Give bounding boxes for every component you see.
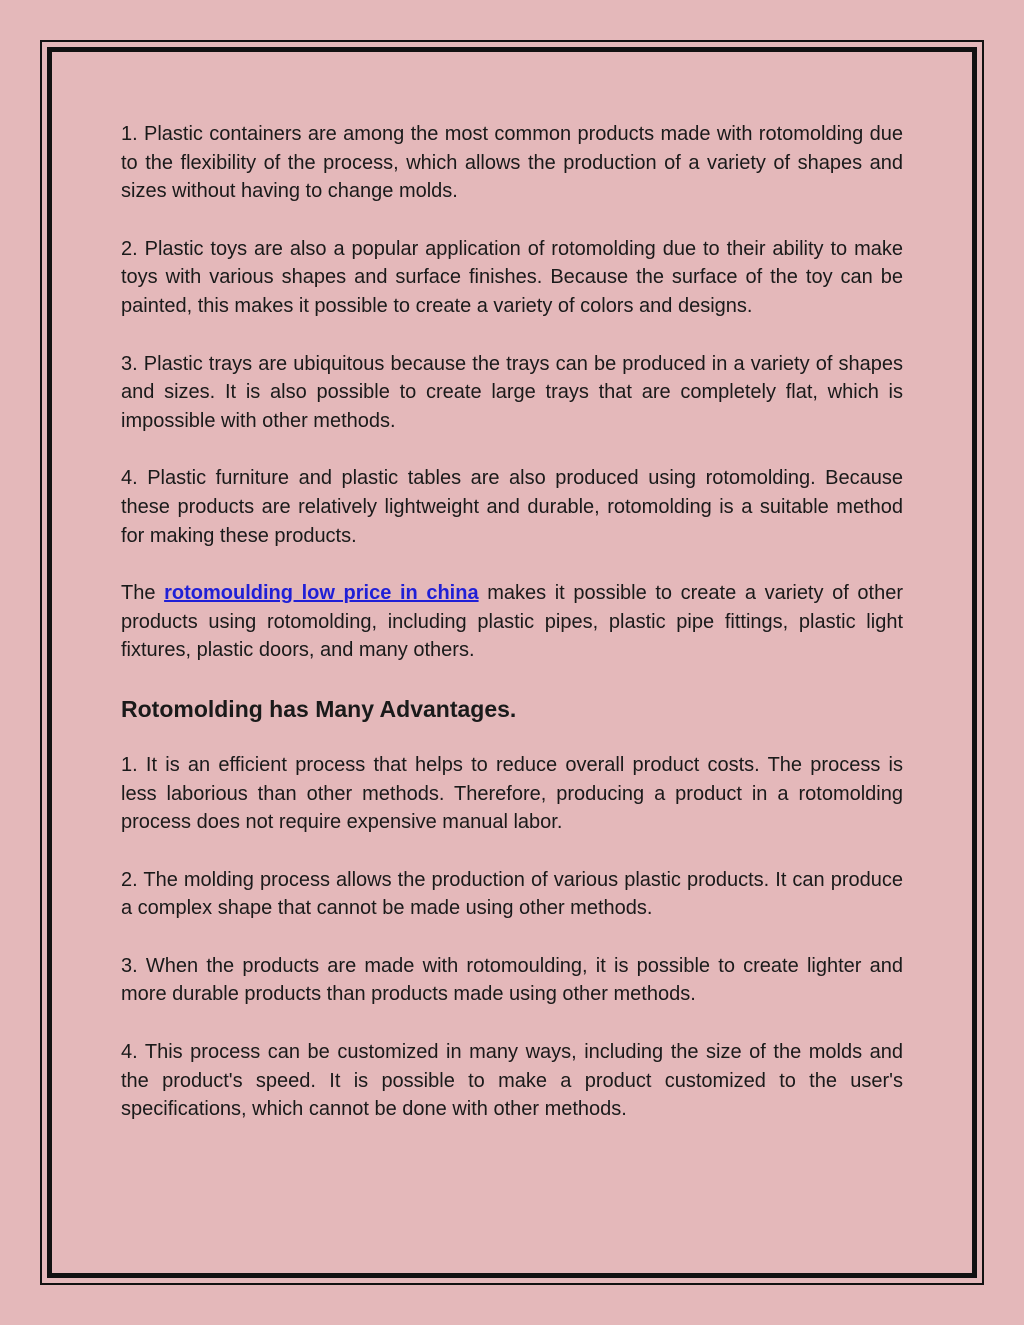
advantage-paragraph-4: 4. This process can be customized in many ways, including the size of the molds and the product's speed. It is possible to make a product customized to the user's specifications, which cannot be done with other methods. <box>121 1041 903 1121</box>
paragraph-link <box>121 579 903 665</box>
paragraph-furniture: 4. Plastic furniture and plastic tables are also produced using rotomolding. Because these products are relatively lightweight and durable, rotomolding is a suitable method for making these products. <box>121 467 903 547</box>
paragraph-containers: 1. Plastic containers are among the most common products made with rotomolding due to the flexibility of the process, which allows the production of a variety of shapes and sizes without having to change molds. <box>121 123 903 203</box>
advantage-paragraph-2: 2. The molding process allows the production of various plastic products. It can produce a complex shape that cannot be made using other methods. <box>121 868 903 920</box>
rotomoulding-link[interactable]: rotomoulding low price in china <box>164 582 479 605</box>
paragraph-toys: 2. Plastic toys are also a popular application of rotomolding due to their ability to make toys with various shapes and surface finishes. Because the surface of the toy can be painted, this makes it possible to create a variety of colors and designs. <box>121 237 903 317</box>
advantage-paragraph-1: 1. It is an efficient process that helps to reduce overall product costs. The process is less laborious than other methods. Therefore, producing a product in a rotomolding process does not require expensive manual labor. <box>121 753 903 834</box>
link-paragraph-before: The <box>121 582 165 605</box>
advantage-paragraph-3: 3. When the products are made with rotomoulding, it is possible to create lighter and more durable products than products made using other methods. <box>121 954 903 1006</box>
paragraph-trays: 3. Plastic trays are ubiquitous because the trays can be produced in a variety of shapes and sizes. It is also possible to create large trays that are completely flat, which is impossible with other methods. <box>121 352 903 432</box>
link-paragraph-after: makes it possible to create a variety of other products using rotomolding, including plastic pipes, plastic pipe fittings, plastic light fixtures, plastic doors, and many others. <box>121 582 903 662</box>
section-heading: Rotomolding has Many Advantages. <box>121 695 517 722</box>
document-body <box>121 120 903 1153</box>
